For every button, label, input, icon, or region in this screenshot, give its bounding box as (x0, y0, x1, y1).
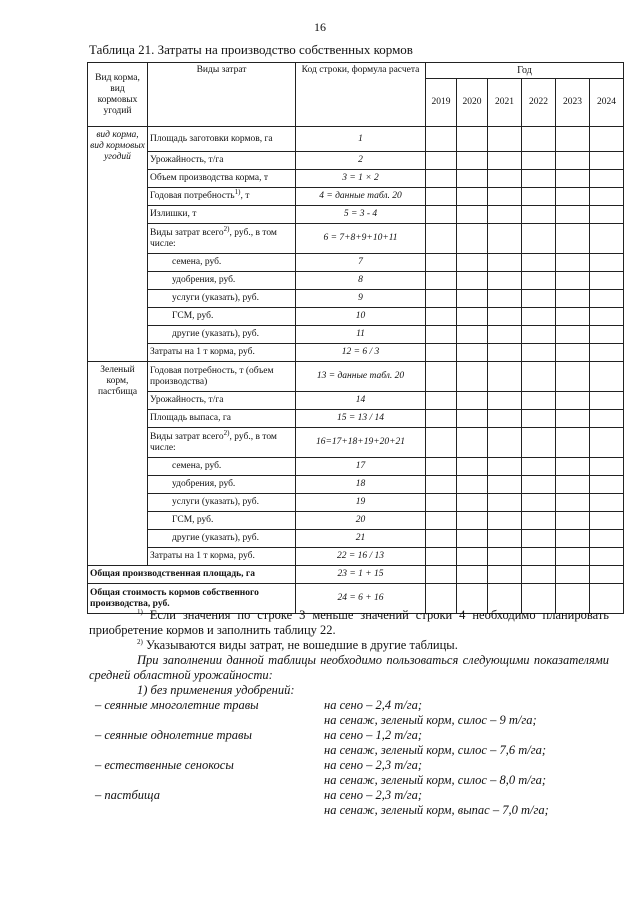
cost-label: Годовая потребность$^{1)}$, т (148, 188, 296, 206)
year-value-cell[interactable] (556, 344, 590, 362)
header-year-cell: 2020 (457, 79, 488, 127)
year-value-cell[interactable] (590, 566, 624, 584)
cost-label: Излишки, т (148, 206, 296, 224)
year-value-cell[interactable] (488, 476, 522, 494)
year-value-cell[interactable] (426, 152, 457, 170)
year-value-cell[interactable] (488, 566, 522, 584)
costs-table (87, 62, 624, 614)
cost-label: удобрения, руб. (148, 476, 296, 494)
yield-item: – сеянные многолетние травы на сено – 2,4 т/га; (95, 698, 422, 712)
cost-label: удобрения, руб. (148, 272, 296, 290)
row-code: 22 = 16 / 13 (296, 548, 426, 566)
year-value-cell[interactable] (556, 566, 590, 584)
row-code: 5 = 3 - 4 (296, 206, 426, 224)
year-value-cell[interactable] (590, 344, 624, 362)
header-year-cell: 2023 (556, 79, 590, 127)
year-value-cell[interactable] (556, 548, 590, 566)
year-value-cell[interactable] (426, 428, 457, 458)
cost-label: Затраты на 1 т корма, руб. (148, 548, 296, 566)
year-value-cell[interactable] (457, 410, 488, 428)
year-value-cell[interactable] (426, 476, 457, 494)
year-value-cell[interactable] (426, 272, 457, 290)
row-code: 12 = 6 / 3 (296, 344, 426, 362)
header-kind: Вид корма, вид кормовых угодий (88, 63, 148, 127)
cost-label: Площадь заготовки кормов, га (148, 127, 296, 152)
table-row (88, 326, 624, 344)
year-value-cell[interactable] (457, 530, 488, 548)
table-row (88, 392, 624, 410)
year-value-cell[interactable] (426, 206, 457, 224)
year-value-cell[interactable] (522, 254, 556, 272)
row-code: 11 (296, 326, 426, 344)
year-value-cell[interactable] (522, 362, 556, 392)
table-row (88, 188, 624, 206)
year-value-cell[interactable] (556, 530, 590, 548)
year-value-cell[interactable] (590, 224, 624, 254)
page-number: 16 (314, 20, 326, 34)
year-value-cell[interactable] (457, 127, 488, 152)
table-caption: Таблица 21. Затраты на производство собственных кормов (89, 42, 413, 57)
year-value-cell[interactable] (457, 494, 488, 512)
table-row (88, 494, 624, 512)
year-value-cell[interactable] (556, 290, 590, 308)
total-label: Общая производственная площадь, га (88, 566, 296, 584)
year-value-cell[interactable] (556, 362, 590, 392)
year-value-cell[interactable] (522, 170, 556, 188)
year-value-cell[interactable] (522, 290, 556, 308)
cost-label: Виды затрат всего$^{2)}$, руб., в том числе: (148, 224, 296, 254)
year-value-cell[interactable] (488, 170, 522, 188)
year-value-cell[interactable] (556, 512, 590, 530)
cost-label: семена, руб. (148, 458, 296, 476)
notes (89, 608, 609, 818)
table-row (88, 170, 624, 188)
year-value-cell[interactable] (488, 224, 522, 254)
year-value-cell[interactable] (457, 428, 488, 458)
year-value-cell[interactable] (590, 458, 624, 476)
row-code: 19 (296, 494, 426, 512)
year-value-cell[interactable] (488, 548, 522, 566)
year-value-cell[interactable] (488, 127, 522, 152)
year-value-cell[interactable] (426, 290, 457, 308)
year-value-cell[interactable] (457, 512, 488, 530)
year-value-cell[interactable] (426, 392, 457, 410)
notes-intro: При заполнении данной таблицы необходимо пользоваться следующими показателями средней областной урожайности: (89, 653, 609, 682)
row-code: 16=17+18+19+20+21 (296, 428, 426, 458)
year-value-cell[interactable] (590, 512, 624, 530)
year-value-cell[interactable] (426, 188, 457, 206)
year-value-cell[interactable] (556, 206, 590, 224)
year-value-cell[interactable] (522, 410, 556, 428)
year-value-cell[interactable] (556, 326, 590, 344)
yield-item-line2: на сенаж, зеленый корм, выпас – 7,0 т/га; (324, 803, 549, 817)
year-value-cell[interactable] (426, 224, 457, 254)
row-code: 15 = 13 / 14 (296, 410, 426, 428)
row-code: 10 (296, 308, 426, 326)
year-value-cell[interactable] (590, 290, 624, 308)
cost-label: Урожайность, т/га (148, 152, 296, 170)
year-value-cell[interactable] (522, 188, 556, 206)
year-value-cell[interactable] (457, 548, 488, 566)
table-row (88, 530, 624, 548)
table-row (88, 272, 624, 290)
year-value-cell[interactable] (426, 494, 457, 512)
row-code: 6 = 7+8+9+10+11 (296, 224, 426, 254)
year-value-cell[interactable] (488, 428, 522, 458)
year-value-cell[interactable] (488, 272, 522, 290)
year-value-cell[interactable] (522, 566, 556, 584)
table-row (88, 476, 624, 494)
year-value-cell[interactable] (590, 254, 624, 272)
year-value-cell[interactable] (488, 254, 522, 272)
year-value-cell[interactable] (457, 170, 488, 188)
year-value-cell[interactable] (556, 476, 590, 494)
total-label: Общая стоимость кормов собственного производства, руб. (88, 584, 296, 614)
year-value-cell[interactable] (457, 344, 488, 362)
year-value-cell[interactable] (457, 290, 488, 308)
header-year-cell: 2024 (590, 79, 624, 127)
table-row (88, 254, 624, 272)
year-value-cell[interactable] (457, 566, 488, 584)
yield-item: – сеянные однолетние травы на сено – 1,2 т/га; (95, 728, 422, 742)
yield-item-line2: на сенаж, зеленый корм, силос – 7,6 т/га; (324, 743, 547, 757)
cost-label: другие (указать), руб. (148, 530, 296, 548)
year-value-cell[interactable] (522, 494, 556, 512)
table-row (88, 428, 624, 458)
row-code: 8 (296, 272, 426, 290)
year-value-cell[interactable] (488, 326, 522, 344)
year-value-cell[interactable] (556, 224, 590, 254)
cost-label: Площадь выпаса, га (148, 410, 296, 428)
yield-list (89, 698, 609, 818)
year-value-cell[interactable] (457, 326, 488, 344)
yield-item: – пастбища на сено – 2,3 т/га; (95, 788, 422, 802)
year-value-cell[interactable] (590, 410, 624, 428)
cost-label: семена, руб. (148, 254, 296, 272)
row-code: 24 = 6 + 16 (296, 584, 426, 614)
year-value-cell[interactable] (590, 308, 624, 326)
cost-label: Урожайность, т/га (148, 392, 296, 410)
year-value-cell[interactable] (426, 410, 457, 428)
year-value-cell[interactable] (590, 170, 624, 188)
year-value-cell[interactable] (522, 428, 556, 458)
row-code: 3 = 1 × 2 (296, 170, 426, 188)
year-value-cell[interactable] (488, 344, 522, 362)
year-value-cell[interactable] (488, 206, 522, 224)
year-value-cell[interactable] (522, 392, 556, 410)
year-value-cell[interactable] (457, 152, 488, 170)
year-value-cell[interactable] (522, 152, 556, 170)
table-row (88, 224, 624, 254)
cost-label: другие (указать), руб. (148, 326, 296, 344)
year-value-cell[interactable] (556, 428, 590, 458)
table-row (88, 410, 624, 428)
year-value-cell[interactable] (590, 494, 624, 512)
cost-label: ГСМ, руб. (148, 308, 296, 326)
footnote-2: $^{2)}$ Указываются виды затрат, не вошедшие в другие таблицы. (137, 637, 458, 652)
year-value-cell[interactable] (426, 344, 457, 362)
year-value-cell[interactable] (457, 224, 488, 254)
year-value-cell[interactable] (522, 512, 556, 530)
table-row (88, 344, 624, 362)
year-value-cell[interactable] (590, 152, 624, 170)
year-value-cell[interactable] (426, 458, 457, 476)
year-value-cell[interactable] (556, 272, 590, 290)
row-code: 7 (296, 254, 426, 272)
row-code: 18 (296, 476, 426, 494)
year-value-cell[interactable] (488, 152, 522, 170)
year-value-cell[interactable] (556, 254, 590, 272)
year-value-cell[interactable] (488, 362, 522, 392)
year-value-cell[interactable] (522, 530, 556, 548)
year-value-cell[interactable] (457, 308, 488, 326)
year-value-cell[interactable] (426, 512, 457, 530)
cost-label: Виды затрат всего$^{2)}$, руб., в том числе: (148, 428, 296, 458)
row-code: 1 (296, 127, 426, 152)
year-value-cell[interactable] (556, 458, 590, 476)
table-row (88, 127, 624, 152)
year-value-cell[interactable] (457, 476, 488, 494)
year-value-cell[interactable] (590, 392, 624, 410)
header-code: Код строки, формула расчета (296, 63, 426, 127)
year-value-cell[interactable] (426, 308, 457, 326)
year-value-cell[interactable] (590, 127, 624, 152)
row-code: 20 (296, 512, 426, 530)
row-code: 21 (296, 530, 426, 548)
row-code: 13 = данные табл. 20 (296, 362, 426, 392)
year-value-cell[interactable] (522, 224, 556, 254)
year-value-cell[interactable] (556, 410, 590, 428)
footnote-1: $^{1)}$ Если значения по строке 3 меньше значений строки 4 необходимо планировать приобретение кормов и заполнить таблицу 22. (89, 607, 609, 637)
year-value-cell[interactable] (522, 476, 556, 494)
cost-label: Годовая потребность, т (объем производства) (148, 362, 296, 392)
year-value-cell[interactable] (522, 326, 556, 344)
year-value-cell[interactable] (522, 308, 556, 326)
year-value-cell[interactable] (590, 188, 624, 206)
year-value-cell[interactable] (488, 458, 522, 476)
group-label: Зеленый корм, пастбища (88, 362, 148, 566)
header-year-cell: 2021 (488, 79, 522, 127)
table-row (88, 206, 624, 224)
year-value-cell[interactable] (488, 530, 522, 548)
year-value-cell[interactable] (457, 362, 488, 392)
year-value-cell[interactable] (556, 152, 590, 170)
year-value-cell[interactable] (457, 458, 488, 476)
yield-item-line2: на сенаж, зеленый корм, силос – 8,0 т/га; (324, 773, 547, 787)
row-code: 2 (296, 152, 426, 170)
table-row (88, 290, 624, 308)
year-value-cell[interactable] (426, 566, 457, 584)
cost-label: Объем производства корма, т (148, 170, 296, 188)
year-value-cell[interactable] (488, 392, 522, 410)
year-value-cell[interactable] (457, 392, 488, 410)
table-row (88, 548, 624, 566)
total-row (88, 566, 624, 584)
group-label: вид корма, вид кормовых угодий (88, 127, 148, 362)
table-row (88, 362, 624, 392)
year-value-cell[interactable] (556, 127, 590, 152)
year-value-cell[interactable] (457, 254, 488, 272)
year-value-cell[interactable] (590, 548, 624, 566)
year-value-cell[interactable] (590, 326, 624, 344)
row-code: 4 = данные табл. 20 (296, 188, 426, 206)
year-value-cell[interactable] (457, 206, 488, 224)
year-value-cell[interactable] (488, 188, 522, 206)
header-year-cell: 2022 (522, 79, 556, 127)
yield-item-line2: на сенаж, зеленый корм, силос – 9 т/га; (324, 713, 537, 727)
header-costs: Виды затрат (148, 63, 296, 127)
year-value-cell[interactable] (556, 170, 590, 188)
year-value-cell[interactable] (522, 458, 556, 476)
table-row (88, 512, 624, 530)
table-row (88, 308, 624, 326)
year-value-cell[interactable] (556, 188, 590, 206)
cost-label: ГСМ, руб. (148, 512, 296, 530)
year-value-cell[interactable] (488, 308, 522, 326)
header-year: Год (426, 63, 624, 79)
year-value-cell[interactable] (556, 494, 590, 512)
year-value-cell[interactable] (590, 362, 624, 392)
year-value-cell[interactable] (522, 548, 556, 566)
row-code: 23 = 1 + 15 (296, 566, 426, 584)
year-value-cell[interactable] (556, 392, 590, 410)
year-value-cell[interactable] (426, 127, 457, 152)
cost-label: Затраты на 1 т корма, руб. (148, 344, 296, 362)
cost-label: услуги (указать), руб. (148, 494, 296, 512)
year-value-cell[interactable] (522, 206, 556, 224)
year-value-cell[interactable] (426, 254, 457, 272)
year-value-cell[interactable] (590, 206, 624, 224)
year-value-cell[interactable] (488, 494, 522, 512)
year-value-cell[interactable] (590, 272, 624, 290)
table-row (88, 458, 624, 476)
row-code: 17 (296, 458, 426, 476)
row-code: 14 (296, 392, 426, 410)
year-value-cell[interactable] (488, 290, 522, 308)
cost-label: услуги (указать), руб. (148, 290, 296, 308)
row-code: 9 (296, 290, 426, 308)
year-value-cell[interactable] (590, 428, 624, 458)
year-value-cell[interactable] (426, 170, 457, 188)
header-year-cell: 2019 (426, 79, 457, 127)
year-value-cell[interactable] (488, 512, 522, 530)
year-value-cell[interactable] (590, 476, 624, 494)
year-value-cell[interactable] (426, 326, 457, 344)
year-value-cell[interactable] (457, 188, 488, 206)
year-value-cell[interactable] (590, 530, 624, 548)
yield-item: – естественные сенокосы на сено – 2,3 т/га; (95, 758, 422, 772)
year-value-cell[interactable] (457, 272, 488, 290)
year-value-cell[interactable] (426, 548, 457, 566)
year-value-cell[interactable] (522, 344, 556, 362)
year-value-cell[interactable] (522, 272, 556, 290)
year-value-cell[interactable] (426, 362, 457, 392)
year-value-cell[interactable] (556, 308, 590, 326)
year-value-cell[interactable] (426, 530, 457, 548)
notes-subheading: 1) без применения удобрений: (137, 683, 295, 697)
table-row (88, 152, 624, 170)
year-value-cell[interactable] (488, 410, 522, 428)
year-value-cell[interactable] (522, 127, 556, 152)
